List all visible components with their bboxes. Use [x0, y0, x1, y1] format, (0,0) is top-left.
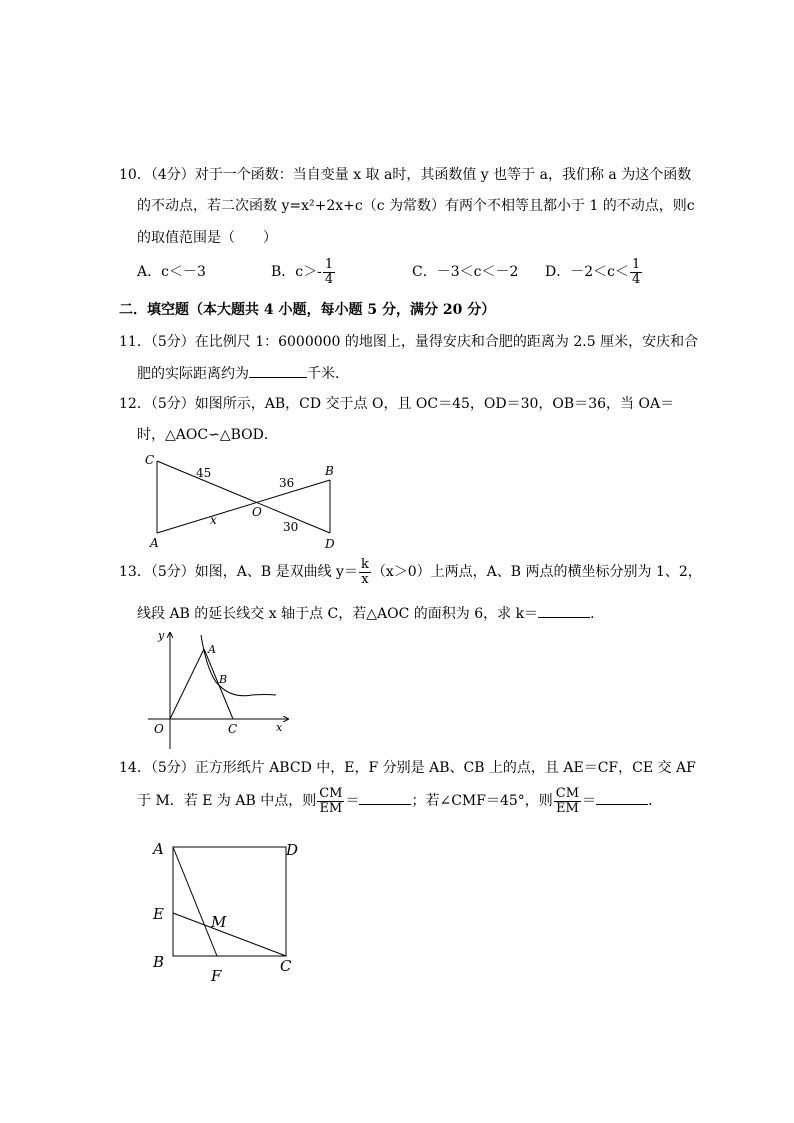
q14-label-e: E [153, 905, 164, 923]
q10-text-line2: 的不动点，若二次函数 y=x²+2x+c（c 为常数）有两个不相等且都小于 1 的不动点，则c [137, 198, 695, 214]
q11-number: 11． [119, 334, 151, 350]
q14-square-abcd [173, 847, 286, 956]
q11-answer-blank[interactable] [249, 363, 307, 378]
q10-option-d-text: D．－2＜c＜ [545, 264, 629, 280]
q11-score: （5分） [150, 334, 195, 350]
q14-label-c: C [280, 957, 292, 975]
q10-option-b-den: 4 [324, 271, 334, 287]
q14-fraction-1-num: CM [319, 785, 343, 801]
q14-line1 [119, 758, 696, 778]
q10-option-d-den: 4 [631, 271, 641, 287]
q13-text-line2: 线段 AB 的延长线交 x 轴于点 C，若△AOC 的面积为 6，求 k＝ [137, 606, 539, 622]
q14-label-a: A [153, 840, 164, 858]
q10-text-line1: 对于一个函数：当自变量 x 取 a时，其函数值 y 也等于 a，我们称 a 为这个函数 [194, 167, 692, 183]
q13-label-c: C [228, 722, 238, 736]
q13-line1 [119, 556, 702, 588]
q12-figure [140, 450, 350, 550]
q12-text-line1: 如图所示，AB，CD 交于点 O，且 OC＝45，OD＝30，OB＝36，当 OA＝ [194, 396, 675, 412]
q14-fraction-1 [317, 787, 344, 816]
q10-option-a [137, 262, 206, 282]
q11-line1 [119, 332, 698, 352]
q14-number: 14． [119, 760, 151, 776]
q10-line3 [137, 228, 277, 248]
q14-segment-ec [173, 913, 286, 956]
q14-text-line2-pre: 于 M．若 E 为 AB 中点，则 [137, 793, 317, 809]
q13-text-line1-post: （x＞0）上两点，A、B 两点的横坐标分别为 1、2， [371, 564, 702, 580]
q14-answer-blank-1[interactable] [359, 790, 411, 805]
q10-option-d-fraction [630, 258, 642, 287]
q12-number: 12． [119, 396, 151, 412]
q12-text-line2: 时，△AOC∽△BOD． [137, 427, 278, 443]
q14-figure [145, 835, 315, 985]
q12-line2 [137, 425, 278, 445]
q13-score: （5分） [150, 564, 195, 580]
section-2-title-text: 二．填空题（本大题共 4 小题，每小题 5 分，满分 20 分） [119, 302, 496, 318]
q10-line2 [137, 196, 695, 216]
q11-text-line1: 在比例尺 1：6000000 的地图上，量得安庆和合肥的距离为 2.5 厘米，安庆和合 [194, 334, 699, 350]
q13-fraction-den: x [361, 571, 369, 587]
q13-fraction-num: k [360, 556, 369, 572]
q13-label-x: x [276, 721, 283, 734]
q13-label-o: O [154, 722, 164, 736]
section-2-title [119, 300, 495, 320]
q13-label-b: B [219, 673, 228, 686]
q14-fraction-2-den: EM [556, 800, 579, 816]
q14-label-b: B [153, 953, 165, 971]
q14-segment-af [173, 847, 217, 956]
q14-text-line1: 正方形纸片 ABCD 中，E，F 分别是 AB、CB 上的点，且 AE＝CF，CE 交 AF [194, 760, 696, 776]
q14-fraction-1-den: EM [319, 800, 343, 816]
q12-label-b: B [325, 464, 334, 478]
q12-length-x: x [210, 513, 217, 527]
q14-label-m: M [211, 913, 227, 931]
q14-fraction-2 [554, 787, 581, 816]
q10-option-b-fraction [323, 258, 335, 287]
q14-label-f: F [211, 967, 222, 985]
q10-option-c [412, 262, 518, 282]
q10-score: （4分） [150, 167, 195, 183]
q10-option-a-text: A．c＜－3 [137, 264, 206, 280]
q13-segment-oa [170, 649, 204, 719]
q13-figure [140, 627, 300, 752]
q14-answer-blank-2[interactable] [596, 790, 648, 805]
q12-label-a: A [150, 536, 159, 550]
q14-equals-1: ＝ [345, 793, 360, 809]
q12-segment-cd [157, 461, 330, 533]
q12-label-o: O [252, 505, 262, 519]
q12-label-d: D [325, 537, 335, 550]
q13-line2 [137, 603, 604, 624]
q10-option-b [271, 256, 336, 288]
q13-number: 13． [119, 564, 151, 580]
q10-option-d [545, 256, 643, 288]
q13-label-y: y [158, 629, 165, 642]
q14-period: ． [648, 793, 663, 809]
q12-score: （5分） [150, 396, 195, 412]
q13-fraction-k-over-x [359, 558, 371, 587]
q13-period: ． [590, 606, 605, 622]
q14-equals-2: ＝ [582, 793, 597, 809]
q12-label-c: C [145, 453, 155, 467]
q12-length-45: 45 [196, 466, 212, 480]
q11-text-line2: 肥的实际距离约为 [137, 366, 249, 382]
q10-number: 10． [119, 167, 151, 183]
q10-option-c-text: C．－3＜c＜－2 [412, 264, 519, 280]
q14-text-line2-mid: ；若∠CMF＝45°，则 [411, 793, 553, 809]
q12-length-30: 30 [283, 520, 299, 534]
q10-option-b-num: 1 [324, 256, 334, 272]
q14-line2 [137, 784, 662, 818]
q12-length-36: 36 [279, 476, 295, 490]
q14-fraction-2-num: CM [555, 785, 580, 801]
q10-text-line3: 的取值范围是（ ） [137, 230, 277, 246]
q14-label-d: D [286, 841, 299, 859]
q12-line1 [119, 394, 674, 414]
q12-segment-ab [157, 480, 330, 533]
q14-score: （5分） [150, 760, 195, 776]
q10-option-d-num: 1 [631, 256, 641, 272]
q10-option-b-text: B．c＞- [271, 264, 322, 280]
q13-label-a: A [208, 643, 216, 656]
q11-line2 [137, 363, 349, 384]
q13-text-line1-pre: 如图，A、B 是双曲线 y＝ [194, 564, 358, 580]
q11-unit: 千米． [307, 366, 349, 382]
q13-answer-blank[interactable] [538, 603, 590, 618]
q10-line1 [119, 165, 691, 185]
